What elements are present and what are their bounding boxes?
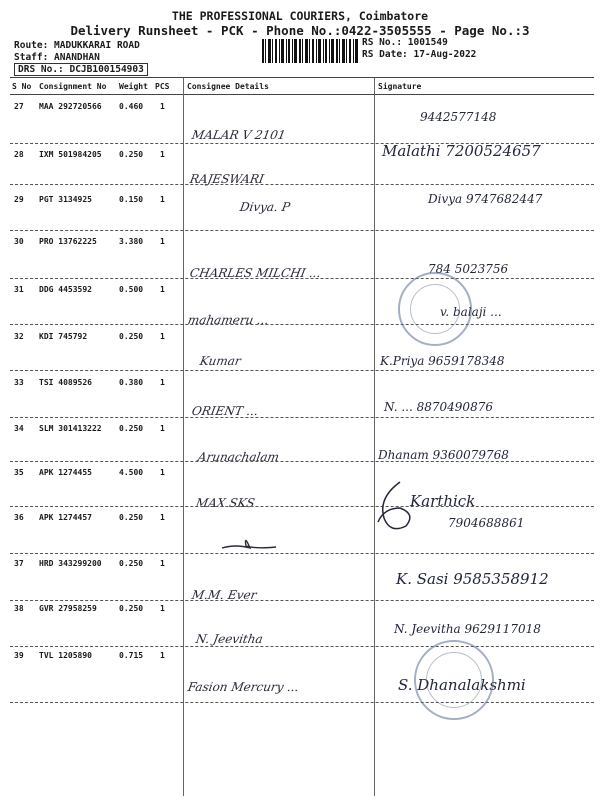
row-divider bbox=[10, 646, 594, 647]
row-pcs: 1 bbox=[160, 424, 165, 433]
table-top-rule bbox=[10, 77, 594, 78]
row-consignee: Kumar bbox=[198, 354, 242, 368]
row-divider bbox=[10, 461, 594, 462]
row-weight: 0.250 bbox=[119, 424, 144, 433]
row-sno: 36 bbox=[14, 513, 24, 522]
row-weight: 0.250 bbox=[119, 150, 144, 159]
row-pcs: 1 bbox=[160, 651, 165, 660]
header-rule bbox=[10, 94, 594, 95]
column-divider bbox=[183, 78, 184, 796]
row-consignee: CHARLES MILCHI ... bbox=[188, 266, 322, 280]
row-sno: 38 bbox=[14, 604, 24, 613]
row-divider bbox=[10, 553, 594, 554]
row-consignment: APK 1274457 bbox=[39, 513, 92, 522]
column-divider bbox=[374, 78, 375, 796]
row-consignment: PRO 13762225 bbox=[39, 237, 97, 246]
row-pcs: 1 bbox=[160, 604, 165, 613]
row-consignee: Fasion Mercury ... bbox=[186, 680, 301, 694]
row-sno: 33 bbox=[14, 378, 24, 387]
row-signature: Malathi 7200524657 bbox=[382, 142, 541, 160]
row-signature: 7904688861 bbox=[448, 516, 525, 530]
row-consignment: HRD 343299200 bbox=[39, 559, 102, 568]
row-weight: 0.460 bbox=[119, 102, 144, 111]
row-consignee: mahameru ... bbox=[186, 313, 270, 327]
row-signature: Divya 9747682447 bbox=[428, 192, 543, 206]
row-consignment: KDI 745792 bbox=[39, 332, 88, 341]
row-weight: 0.250 bbox=[119, 559, 144, 568]
row-signature: K. Sasi 9585358912 bbox=[396, 570, 549, 588]
row-consignee: ORIENT ... bbox=[190, 404, 260, 418]
col-signature: Signature bbox=[378, 82, 422, 91]
row-pcs: 1 bbox=[160, 237, 165, 246]
row-divider bbox=[10, 230, 594, 231]
row-consignee: N. Jeevitha bbox=[194, 632, 264, 646]
row-pcs: 1 bbox=[160, 378, 165, 387]
row-divider bbox=[10, 506, 594, 507]
company-stamp bbox=[414, 640, 494, 720]
row-sno: 35 bbox=[14, 468, 24, 477]
row-weight: 4.500 bbox=[119, 468, 144, 477]
row-consignment: GVR 27958259 bbox=[39, 604, 97, 613]
row-consignment: PGT 3134925 bbox=[39, 195, 92, 204]
row-consignee: M.M. Ever bbox=[190, 588, 258, 602]
row-pcs: 1 bbox=[160, 150, 165, 159]
row-sno: 31 bbox=[14, 285, 24, 294]
runsheet-title: Delivery Runsheet - PCK - Phone No.:0422-3505555 - Page No.:3 bbox=[70, 23, 530, 38]
row-divider bbox=[10, 600, 594, 601]
row-consignment: TVL 1205890 bbox=[39, 651, 92, 660]
row-consignee: Divya. P bbox=[238, 200, 292, 214]
rs-date: RS Date: 17-Aug-2022 bbox=[362, 49, 477, 60]
company-title: THE PROFESSIONAL COURIERS, Coimbatore bbox=[171, 9, 429, 23]
col-weight: Weight bbox=[119, 82, 148, 91]
row-consignee: Arunachalam bbox=[196, 450, 281, 464]
row-sno: 34 bbox=[14, 424, 24, 433]
col-sno: S No bbox=[12, 82, 32, 91]
signature-scribble bbox=[370, 478, 420, 538]
row-divider bbox=[10, 417, 594, 418]
row-signature: N. ... 8870490876 bbox=[384, 400, 493, 414]
row-pcs: 1 bbox=[160, 195, 165, 204]
row-weight: 0.250 bbox=[119, 604, 144, 613]
col-consignee: Consignee Details bbox=[187, 82, 269, 91]
row-consignment: IXM 501984205 bbox=[39, 150, 102, 159]
row-weight: 0.500 bbox=[119, 285, 144, 294]
barcode bbox=[262, 39, 358, 63]
row-pcs: 1 bbox=[160, 102, 165, 111]
col-consignment: Consignment No bbox=[39, 82, 107, 91]
row-consignee: RAJESWARI bbox=[188, 172, 265, 186]
row-signature: Karthick bbox=[410, 492, 476, 510]
row-sno: 29 bbox=[14, 195, 24, 204]
row-weight: 0.250 bbox=[119, 332, 144, 341]
row-pcs: 1 bbox=[160, 332, 165, 341]
row-weight: 0.150 bbox=[119, 195, 144, 204]
staff-label: Staff: ANANDHAN bbox=[14, 52, 100, 63]
row-weight: 0.380 bbox=[119, 378, 144, 387]
row-pcs: 1 bbox=[160, 468, 165, 477]
row-pcs: 1 bbox=[160, 285, 165, 294]
row-consignee: MALAR V 2101 bbox=[190, 128, 287, 142]
row-signature: S. Dhanalakshmi bbox=[398, 676, 526, 694]
row-consignment: DDG 4453592 bbox=[39, 285, 92, 294]
row-pcs: 1 bbox=[160, 559, 165, 568]
row-sno: 32 bbox=[14, 332, 24, 341]
row-signature: 9442577148 bbox=[420, 110, 497, 124]
col-pcs: PCS bbox=[155, 82, 170, 91]
row-divider bbox=[10, 324, 594, 325]
row-signature: K.Priya 9659178348 bbox=[380, 354, 505, 368]
row-divider bbox=[10, 184, 594, 185]
row-weight: 0.250 bbox=[119, 513, 144, 522]
consignee-scribble bbox=[220, 532, 280, 554]
row-weight: 3.380 bbox=[119, 237, 144, 246]
row-consignment: TSI 4089526 bbox=[39, 378, 92, 387]
row-weight: 0.715 bbox=[119, 651, 144, 660]
rs-number: RS No.: 1001549 bbox=[362, 37, 448, 48]
row-sno: 30 bbox=[14, 237, 24, 246]
row-sno: 37 bbox=[14, 559, 24, 568]
row-consignee: MAX SKS bbox=[194, 496, 256, 510]
row-consignment: SLM 301413222 bbox=[39, 424, 102, 433]
company-stamp bbox=[398, 272, 472, 346]
row-sno: 28 bbox=[14, 150, 24, 159]
row-signature: v. balaji ... bbox=[440, 305, 502, 319]
row-sno: 39 bbox=[14, 651, 24, 660]
row-pcs: 1 bbox=[160, 513, 165, 522]
route-label: Route: MADUKKARAI ROAD bbox=[14, 40, 140, 51]
row-signature: N. Jeevitha 9629117018 bbox=[394, 622, 541, 636]
row-divider bbox=[10, 702, 594, 703]
row-signature: 784 5023756 bbox=[428, 262, 509, 276]
row-signature: Dhanam 9360079768 bbox=[378, 448, 509, 462]
row-divider bbox=[10, 278, 594, 279]
row-consignment: APK 1274455 bbox=[39, 468, 92, 477]
row-consignment: MAA 292720566 bbox=[39, 102, 102, 111]
drs-number: DRS No.: DCJB100154903 bbox=[14, 63, 148, 76]
row-sno: 27 bbox=[14, 102, 24, 111]
row-divider bbox=[10, 370, 594, 371]
